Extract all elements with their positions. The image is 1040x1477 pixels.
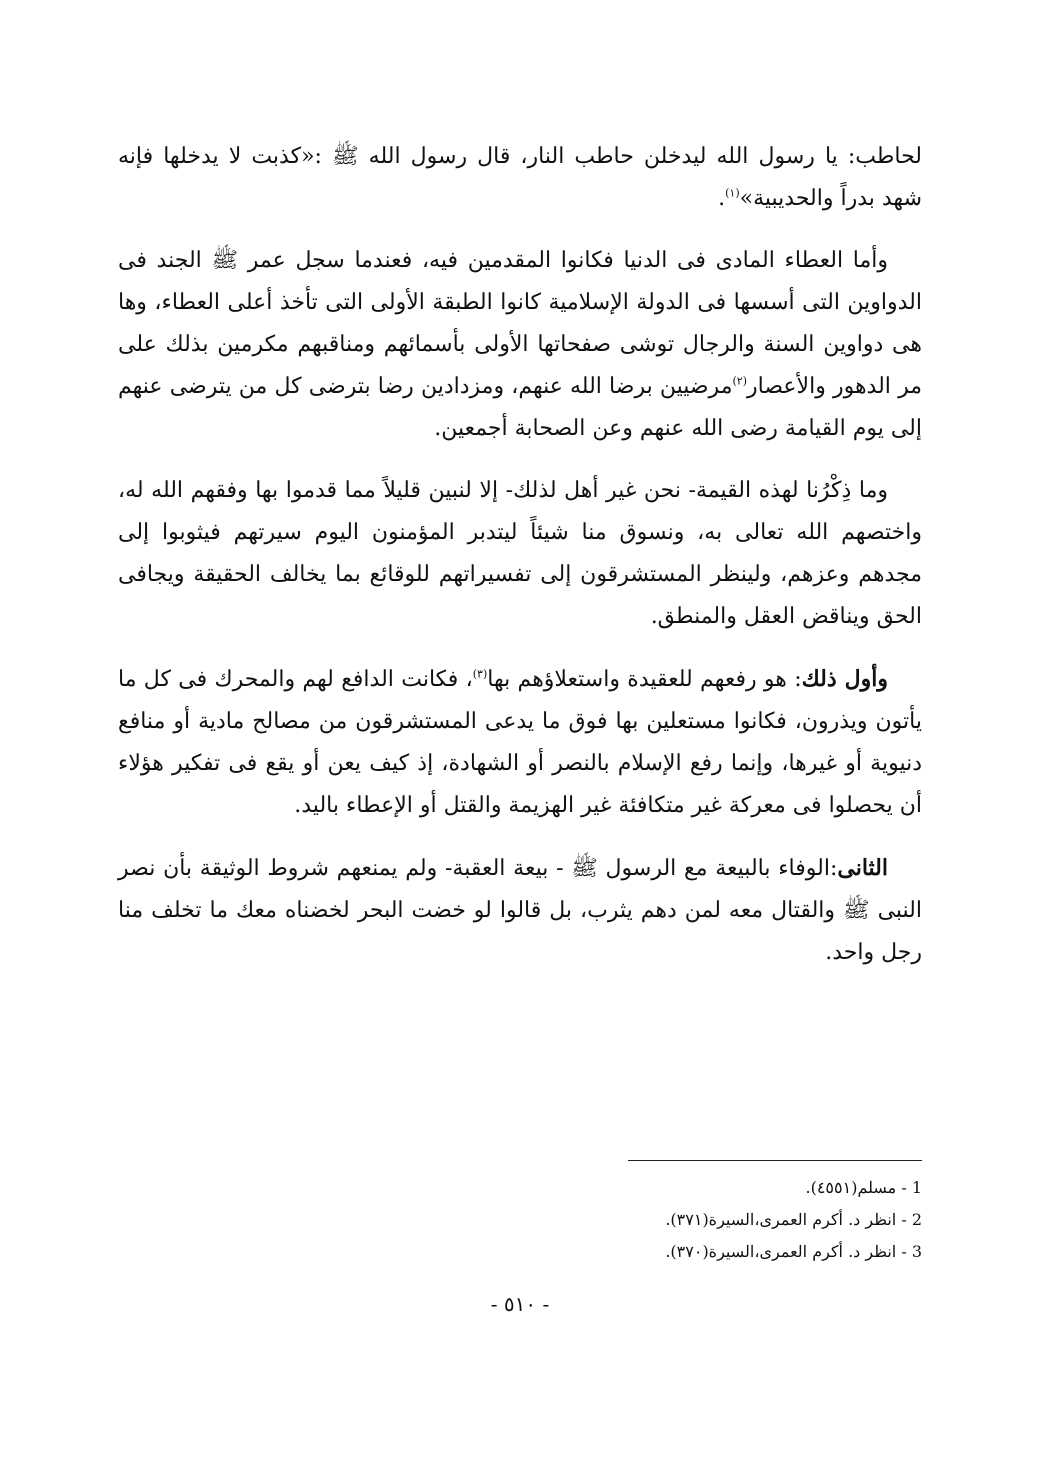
footnote-1: 1 - مسلم(٤٥٥١). [805,1178,922,1197]
paragraph-3-text: وما ذِكْرُنا لهذه القيمة- نحن غير أهل لذلك- إلا لنبين قليلاً مما قدموا بها وفقهم الله له، واختصهم الله تعالى به، ونسوق منا شيئاً ليتدبر المؤمنون اليوم سيرتهم فيثوبوا إلى مجدهم وعزهم، ولينظر المستشرقون إلى تفسيراتهم للوقائع بما يخالف الحقيقة ويجافى الحق ويناقض العقل والمنطق. [118,478,922,629]
paragraph-1-text: لحاطب: يا رسول الله ليدخلن حاطب النار، قال رسول الله ﷺ :«كذبت لا يدخلها فإنه شهد بدراً والحديبية» [118,144,922,211]
paragraph-4-tail: ، فكانت الدافع لهم والمحرك فى كل ما يأتون ويذرون، فكانوا مستعلين بها فوق ما يدعى المستشرقون من مصالح مادية أو منافع دنيوية أو غيرها، وإنما رفع الإسلام بالنصر أو الشهادة، إذ كيف يعن أو يقع فى تفكير هؤلاء أن يحصلوا فى معركة غير متكافئة غير الهزيمة والقتل أو الإعطاء باليد. [118,667,922,818]
page-number: - ٥١٠ - [490,1292,550,1316]
paragraph-2 [118,240,922,450]
paragraph-5-lead: الثانى [837,855,888,881]
footnote-3: 3 - انظر د. أكرم العمرى،السيرة(٣٧٠). [665,1242,922,1261]
main-text [118,136,922,994]
footnote-divider [628,1160,922,1161]
paragraph-4 [118,658,922,827]
footnote-ref-2[interactable]: (٢) [732,374,747,388]
paragraph-5 [118,847,922,974]
footnotes [500,1172,922,1268]
footnote-ref-3[interactable]: (٣) [472,667,488,681]
paragraph-4-lead: وأول ذلك [801,666,888,692]
paragraph-1-tail: . [718,186,726,211]
paragraph-2-tail: مرضيين برضا الله عنهم، ومزدادين رضا بترضى كل من يترضى عنهم إلى يوم القيامة رضى الله عنهم وعن الصحابة أجمعين. [118,374,922,441]
paragraph-4-text: : هو رفعهم للعقيدة واستعلاؤهم بها [487,667,802,692]
paragraph-1 [118,136,922,220]
footnote-ref-1[interactable]: (١) [725,186,740,200]
footnote-2: 2 - انظر د. أكرم العمرى،السيرة(٣٧١). [665,1210,922,1229]
paragraph-2-text: وأما العطاء المادى فى الدنيا فكانوا المقدمين فيه، فعندما سجل عمر ﷺ الجند فى الدواوين التى أسسها فى الدولة الإسلامية كانوا الطبقة الأولى التى تأخذ أعلى العطاء، وها هى دواوين السنة والرجال توشى صفحاتها الأولى بأسمائهم ومناقبهم مكرمين بذلك على مر الدهور والأعصار [118,248,922,399]
paragraph-3 [118,470,922,638]
paragraph-5-text: :الوفاء بالبيعة مع الرسول ﷺ - بيعة العقبة- ولم يمنعهم شروط الوثيقة بأن نصر النبى ﷺ والقتال معه لمن دهم يثرب، بل قالوا لو خضت البحر لخضناه معك ما تخلف منا رجل واحد. [118,856,922,965]
